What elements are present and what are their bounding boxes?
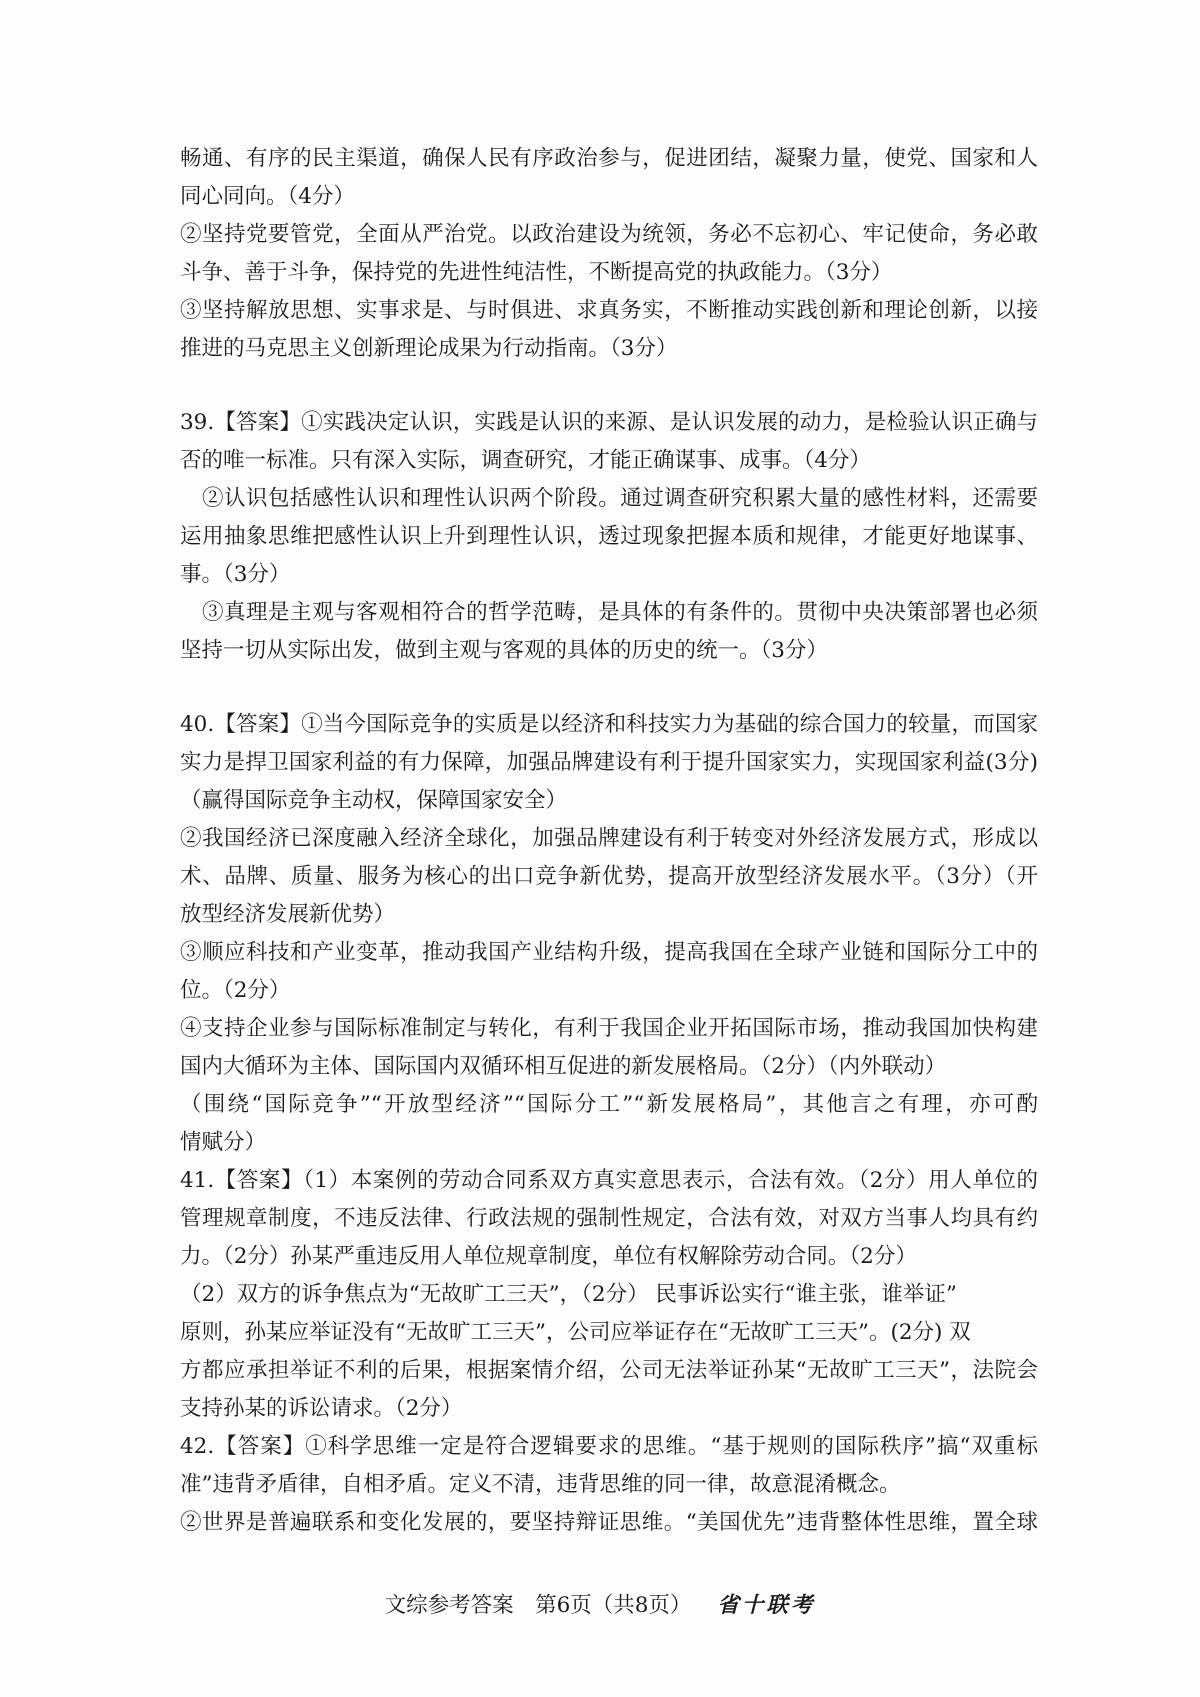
text-line: ②世界是普遍联系和变化发展的，要坚持辩证思维。“美国优先”违背整体性思维，置全球 [180, 1510, 1038, 1535]
exam-stamp-text: 省十联考 [717, 1593, 816, 1618]
spacer [180, 670, 1038, 706]
text-line: 实力是捍卫国家利益的有力保障，加强品牌建设有利于提升国家实力，实现国家利益(3分) [180, 750, 1038, 775]
answer-body [180, 140, 1038, 1542]
text-line: 原则，孙某应举证没有“无故旷工三天”，公司应举证存在“无故旷工三天”。(2分) 双 [180, 1320, 971, 1345]
section-40 [180, 706, 1038, 1162]
text-line: 管理规章制度，不违反法律、行政法规的强制性规定，合法有效，对双方当事人均具有约 [180, 1206, 1038, 1231]
text-line: 同心同向。（4分） [180, 184, 355, 209]
text-line: 方都应承担举证不利的后果，根据案情介绍，公司无法举证孙某“无故旷工三天”，法院会 [180, 1358, 1038, 1383]
text-line: 否的唯一标准。只有深入实际，调查研究，才能正确谋事、成事。（4分） [180, 448, 871, 473]
text-line: ②坚持党要管党，全面从严治党。以政治建设为统领，务必不忘初心、牢记使命，务必敢 [180, 222, 1038, 247]
text-line: （赢得国际竞争主动权，保障国家安全） [180, 788, 568, 813]
text-line: 放型经济发展新优势） [180, 902, 396, 927]
text-line: 坚持一切从实际出发，做到主观与客观的具体的历史的统一。（3分） [180, 638, 828, 663]
text-line: 力。（2分）孙某严重违反用人单位规章制度，单位有权解除劳动合同。（2分） [180, 1244, 917, 1269]
text-line: 情赋分） [180, 1130, 267, 1155]
text-line: 位。（2分） [180, 978, 291, 1003]
text-line: ③坚持解放思想、实事求是、与时俱进、求真务实，不断推动实践创新和理论创新，以接 [180, 298, 1038, 323]
spacer [180, 368, 1038, 404]
question-40-heading: 40.【答案】①当今国际竞争的实质是以经济和科技实力为基础的综合国力的较量，而国家 [180, 712, 1038, 737]
section-41 [180, 1162, 1038, 1428]
text-line: 推进的马克思主义创新理论成果为行动指南。（3分） [180, 336, 678, 361]
section-39 [180, 404, 1038, 670]
text-line: 事。（3分） [180, 562, 291, 587]
text-line: 准”违背矛盾律，自相矛盾。定义不清，违背思维的同一律，故意混淆概念。 [180, 1472, 901, 1497]
text-line: 畅通、有序的民主渠道，确保人民有序政治参与，促进团结，凝聚力量，使党、国家和人 [180, 146, 1038, 171]
section-38-continued [180, 140, 1038, 368]
text-line: ④支持企业参与国际标准制定与转化，有利于我国企业开拓国际市场，推动我国加快构建 [180, 1016, 1038, 1041]
text-line: ③真理是主观与客观相符合的哲学范畴，是具体的有条件的。贯彻中央决策部署也必须 [202, 600, 1038, 625]
text-line: 运用抽象思维把感性认识上升到理性认识，透过现象把握本质和规律，才能更好地谋事、 [180, 524, 1038, 549]
text-line: 术、品牌、质量、服务为核心的出口竞争新优势，提高开放型经济发展水平。（3分）（开 [180, 864, 1038, 889]
question-42-heading: 42.【答案】①科学思维一定是符合逻辑要求的思维。“基于规则的国际秩序”搞“双重标 [180, 1434, 1038, 1459]
text-line: （围绕“国际竞争”“开放型经济”“国际分工”“新发展格局”，其他言之有理，亦可酌 [180, 1092, 1038, 1117]
text-line: ②认识包括感性认识和理性认识两个阶段。通过调查研究积累大量的感性材料，还需要 [202, 486, 1038, 511]
page-footer [0, 1590, 1200, 1622]
footer-page-info: 文综参考答案 第6页（共8页） [384, 1593, 692, 1618]
section-42 [180, 1428, 1038, 1542]
text-line: （2）双方的诉争焦点为“无故旷工三天”，（2分） 民事诉讼实行“谁主张，谁举证” [180, 1282, 957, 1307]
text-line: 支持孙某的诉讼请求。（2分） [180, 1396, 463, 1421]
text-line: ②我国经济已深度融入经济全球化，加强品牌建设有利于转变对外经济发展方式，形成以 [180, 826, 1038, 851]
text-line: ③顺应科技和产业变革，推动我国产业结构升级，提高我国在全球产业链和国际分工中的 [180, 940, 1038, 965]
text-line: 斗争、善于斗争，保持党的先进性纯洁性，不断提高党的执政能力。（3分） [180, 260, 893, 285]
question-41-heading: 41.【答案】（1）本案例的劳动合同系双方真实意思表示，合法有效。（2分）用人单位的 [180, 1168, 1038, 1193]
question-39-heading: 39.【答案】①实践决定认识，实践是认识的来源、是认识发展的动力，是检验认识正确与 [180, 410, 1038, 435]
text-line: 国内大循环为主体、国际国内双循环相互促进的新发展格局。（2分）（内外联动） [180, 1054, 947, 1079]
